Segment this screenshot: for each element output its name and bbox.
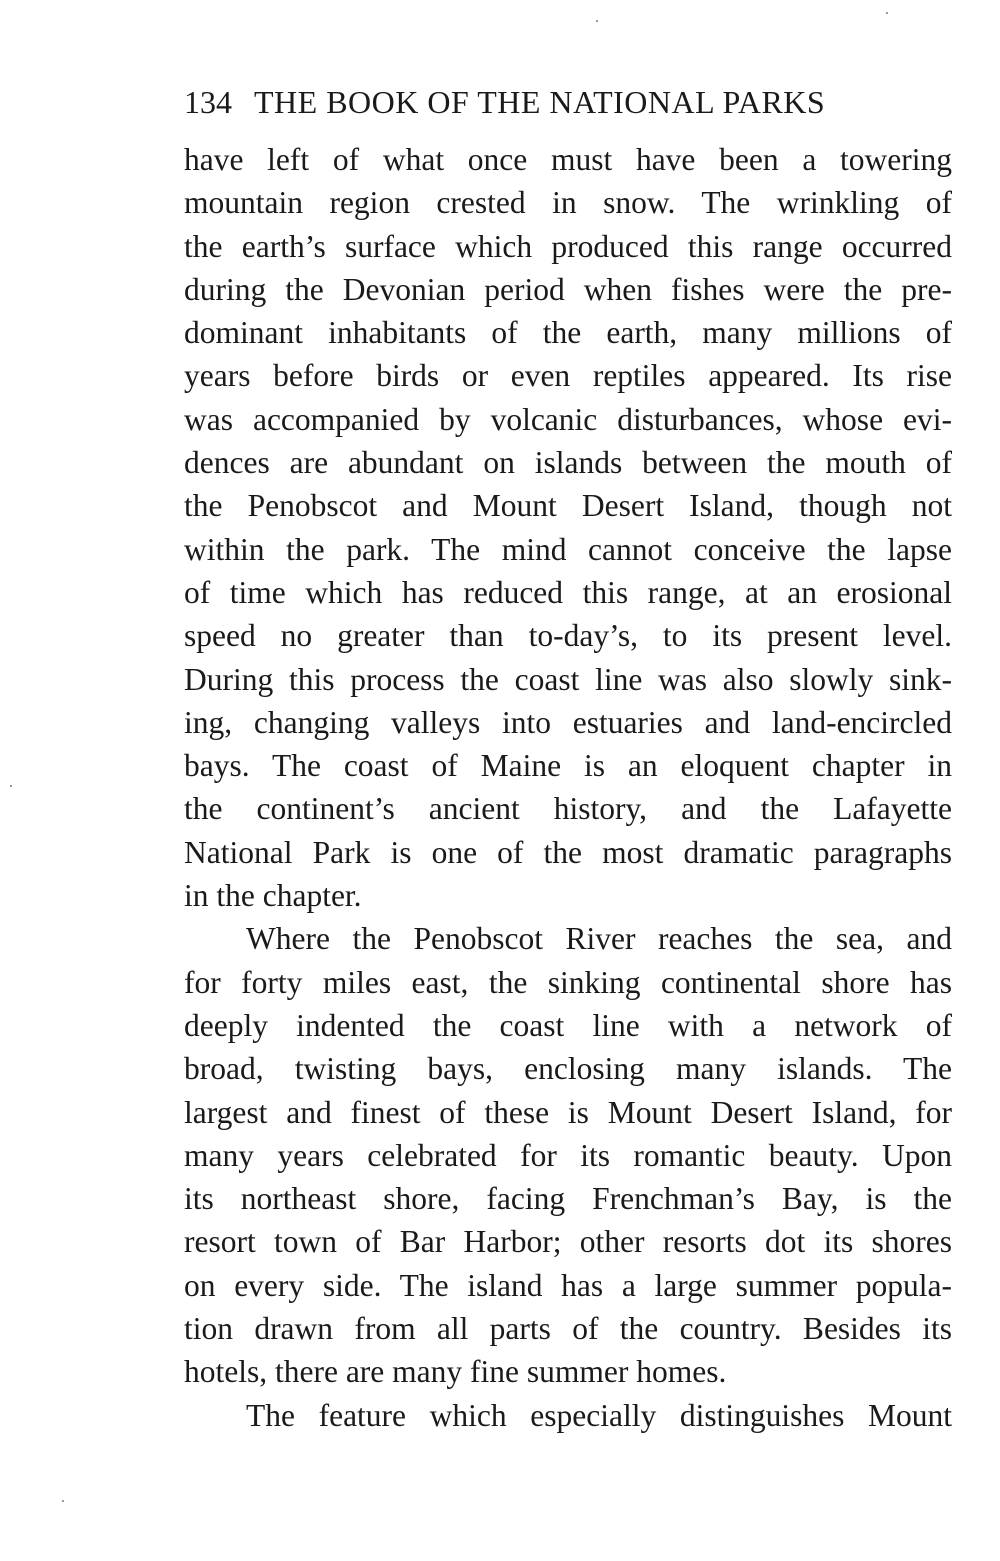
paragraph-2 xyxy=(184,917,952,1393)
text-line: mountain region crested in snow. The wrinkling of xyxy=(184,185,952,221)
text-line: speed no greater than to-day’s, to its present level. xyxy=(184,618,952,654)
text-line: the Penobscot and Mount Desert Island, though not xyxy=(184,488,952,524)
text-line: the continent’s ancient history, and the Lafayette xyxy=(184,791,952,827)
text-line: many years celebrated for its romantic beauty. Upon xyxy=(184,1137,952,1173)
text-line: The feature which especially distinguishes Mount xyxy=(246,1397,952,1433)
text-line: ing, changing valleys into estuaries and land-encircled xyxy=(184,704,952,740)
text-line: largest and finest of these is Mount Desert Island, for xyxy=(184,1094,952,1130)
text-line: National Park is one of the most dramatic paragraphs xyxy=(184,834,952,870)
text-line: dences are abundant on islands between the mouth of xyxy=(184,445,952,481)
body-text xyxy=(184,138,952,1437)
page-header xyxy=(184,80,952,124)
scan-speck xyxy=(886,12,888,14)
text-line: hotels, there are many fine summer homes. xyxy=(184,1354,727,1390)
text-line: During this process the coast line was also slowly sink- xyxy=(184,661,952,697)
scan-speck xyxy=(62,1500,64,1502)
running-title: THE BOOK OF THE NATIONAL PARKS xyxy=(254,84,826,120)
text-line: within the park. The mind cannot conceive the lapse xyxy=(184,531,952,567)
text-line: tion drawn from all parts of the country. Besides its xyxy=(184,1311,952,1347)
paragraph-3 xyxy=(184,1394,952,1437)
scan-speck xyxy=(10,785,12,787)
text-line: years before birds or even reptiles appeared. Its rise xyxy=(184,358,952,394)
page-number: 134 xyxy=(184,84,232,120)
text-line: of time which has reduced this range, at an erosional xyxy=(184,574,952,610)
text-line: for forty miles east, the sinking continental shore has xyxy=(184,964,952,1000)
text-line: deeply indented the coast line with a network of xyxy=(184,1007,952,1043)
text-line: broad, twisting bays, enclosing many islands. The xyxy=(184,1051,952,1087)
text-line: was accompanied by volcanic disturbances, whose evi- xyxy=(184,401,952,437)
scan-speck xyxy=(596,20,598,22)
text-line: bays. The coast of Maine is an eloquent chapter in xyxy=(184,748,952,784)
text-line: the earth’s surface which produced this range occurred xyxy=(184,228,952,264)
paragraph-1 xyxy=(184,138,952,917)
text-line: Where the Penobscot River reaches the sea, and xyxy=(246,921,952,957)
text-line: during the Devonian period when fishes were the pre- xyxy=(184,271,952,307)
text-line: dominant inhabitants of the earth, many millions of xyxy=(184,315,952,351)
text-line: on every side. The island has a large summer popula- xyxy=(184,1267,952,1303)
text-line: have left of what once must have been a towering xyxy=(184,142,952,177)
text-line: in the chapter. xyxy=(184,878,362,914)
text-line: its northeast shore, facing Frenchman’s Bay, is the xyxy=(184,1181,952,1217)
text-line: resort town of Bar Harbor; other resorts dot its shores xyxy=(184,1224,952,1260)
